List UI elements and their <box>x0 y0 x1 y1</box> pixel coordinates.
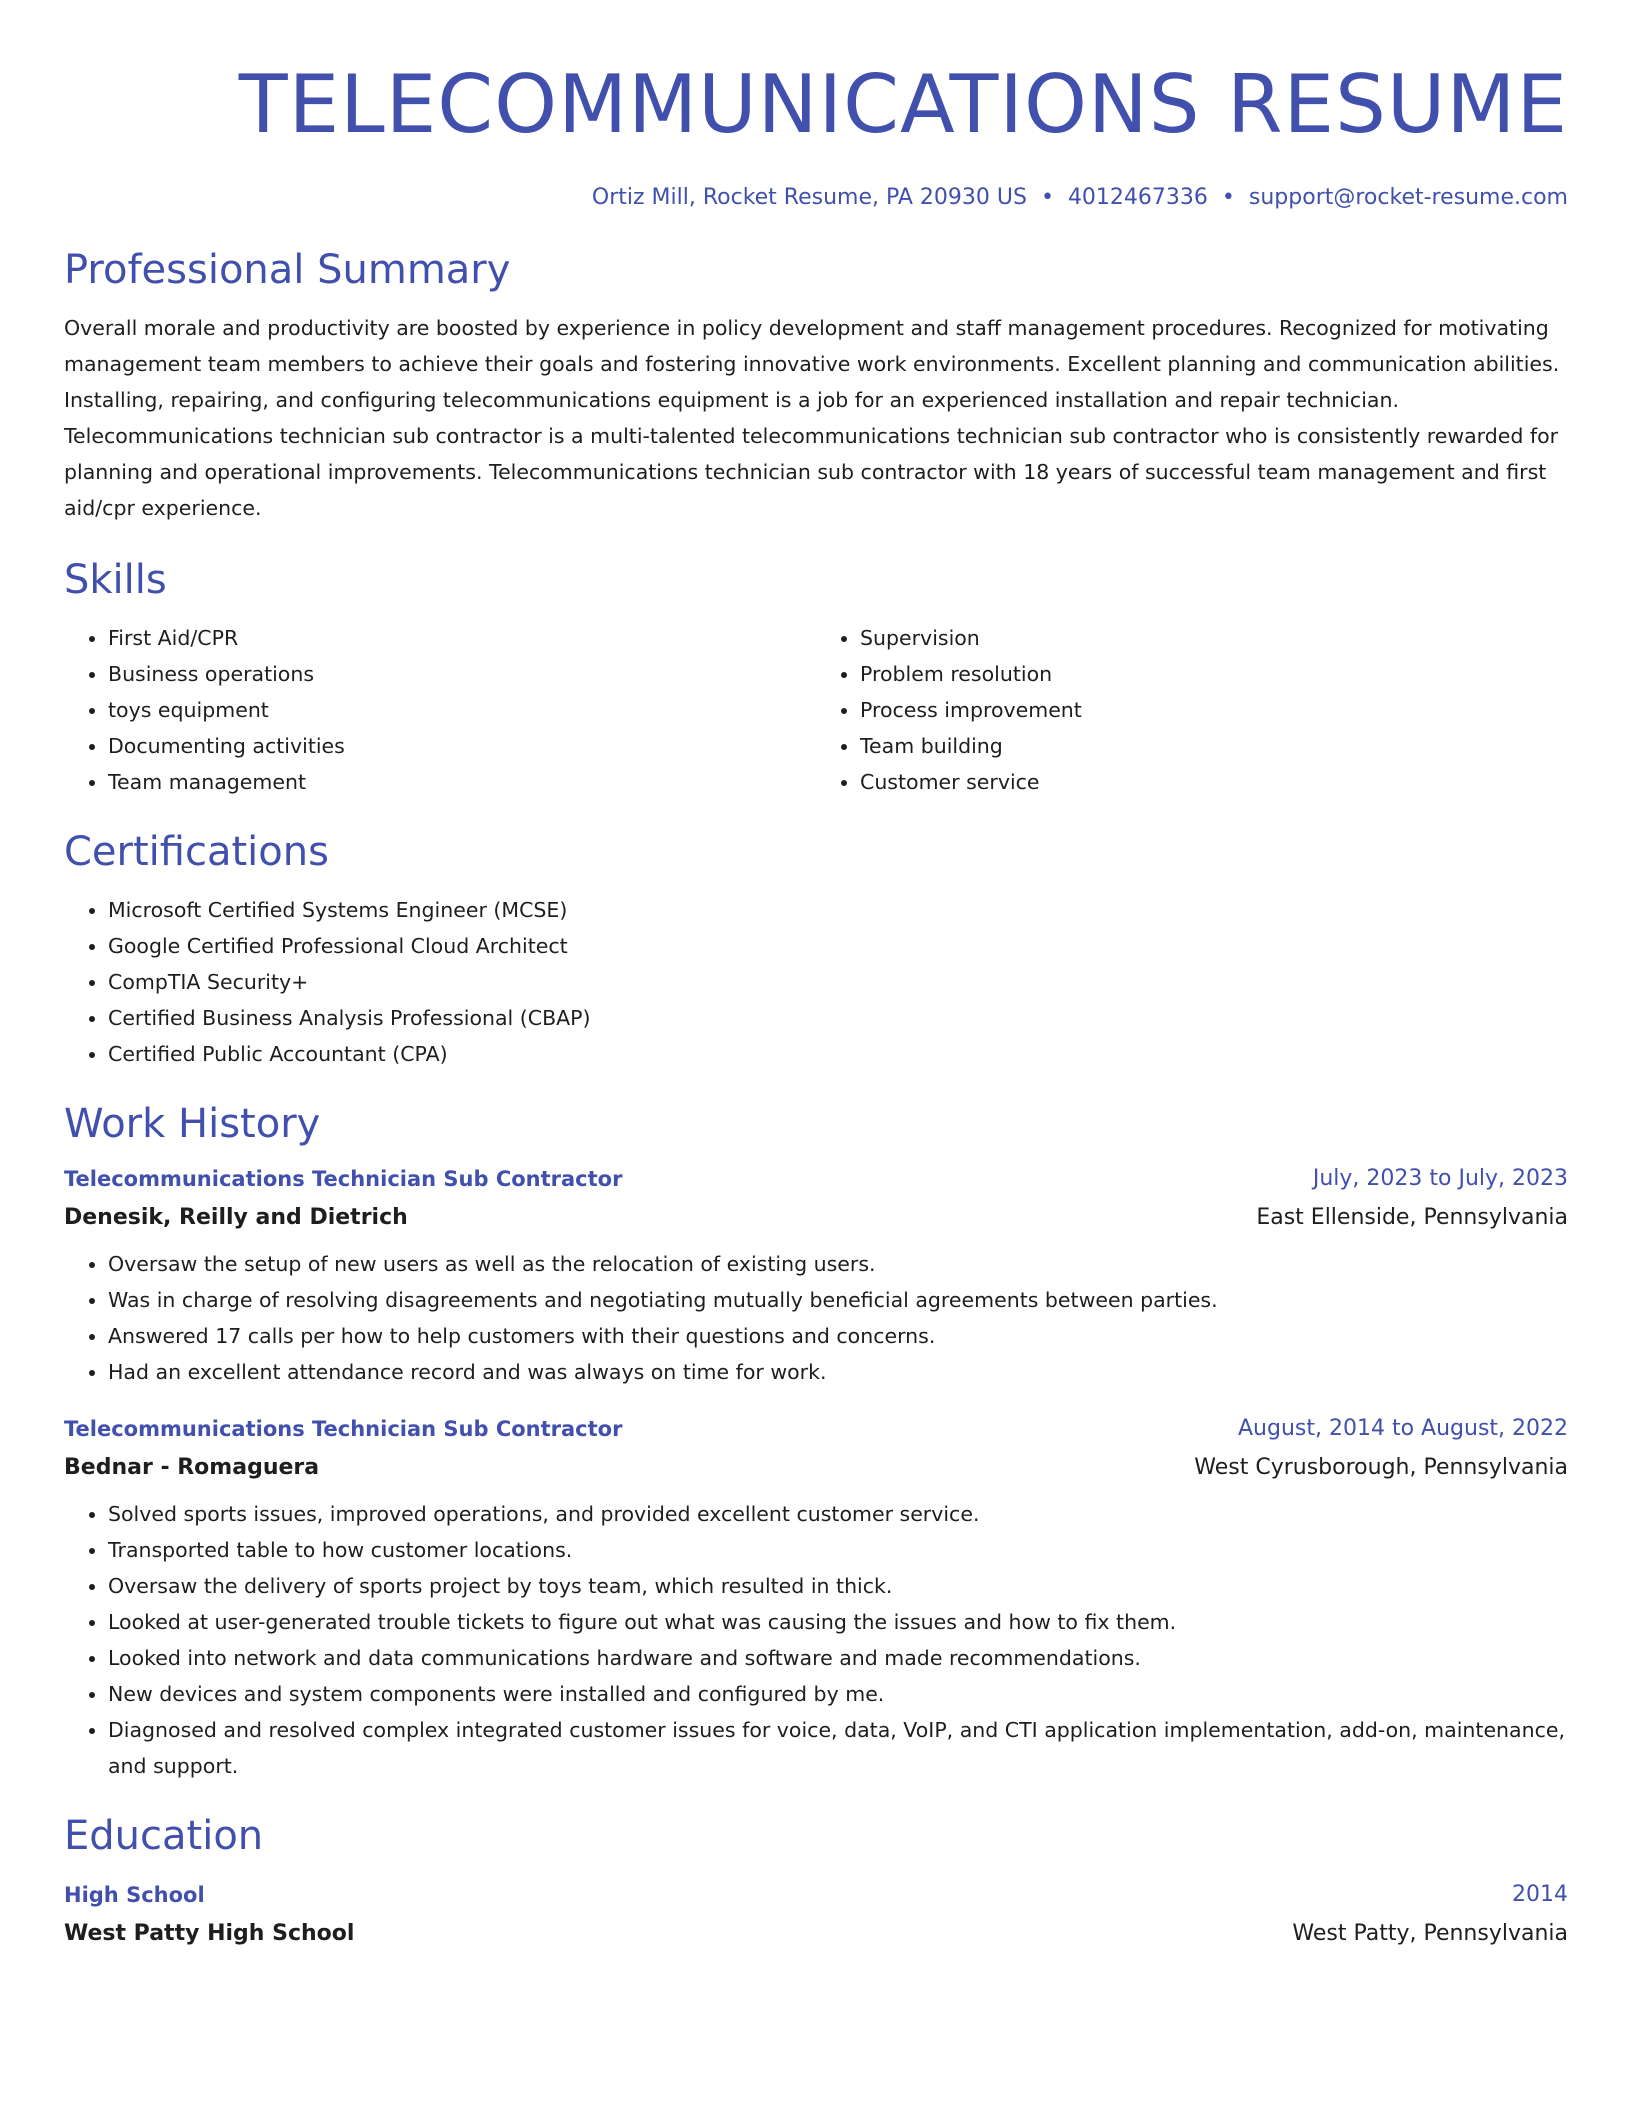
job-dates: August, 2014 to August, 2022 <box>1238 1416 1568 1441</box>
contact-line <box>64 182 1568 214</box>
resume-title: TELECOMMUNICATIONS RESUME <box>238 58 1568 151</box>
skill-item: • Supervision <box>860 620 1568 656</box>
summary-heading: Professional Summary <box>64 247 511 293</box>
job-duty: • Looked into network and data communications hardware and software and made recommendations. <box>108 1640 1568 1676</box>
skills-list-right <box>816 620 1568 800</box>
education-subheader <box>64 1914 1568 1954</box>
skill-item: • toys equipment <box>108 692 816 728</box>
job-duty: • Oversaw the delivery of sports project by toys team, which resulted in thick. <box>108 1568 1568 1604</box>
job-entry <box>64 1410 1568 1784</box>
job-duty: • Oversaw the setup of new users as well as the relocation of existing users. <box>108 1246 1568 1282</box>
job-duty: • Was in charge of resolving disagreements and negotiating mutually beneficial agreements between parties. <box>108 1282 1568 1318</box>
work-history-heading: Work History <box>64 1101 321 1147</box>
job-duties-list <box>64 1246 1568 1390</box>
education-header <box>64 1876 1568 1914</box>
job-subheader <box>64 1198 1568 1238</box>
skill-item: • Business operations <box>108 656 816 692</box>
certifications-list <box>64 892 1568 1072</box>
job-duty: • Had an excellent attendance record and was always on time for work. <box>108 1354 1568 1390</box>
resume-header <box>64 0 1568 214</box>
summary-section <box>64 244 1568 526</box>
job-location: East Ellenside, Pennsylvania <box>1256 1205 1568 1230</box>
job-company: Bednar - Romaguera <box>64 1455 320 1480</box>
job-duty: • New devices and system components were installed and configured by me. <box>108 1676 1568 1712</box>
job-title: Telecommunications Technician Sub Contractor <box>64 1167 623 1191</box>
skill-item: • Team building <box>860 728 1568 764</box>
job-entry <box>64 1160 1568 1390</box>
education-degree: High School <box>64 1883 205 1907</box>
work-history-section <box>64 1098 1568 1784</box>
skill-item: • Customer service <box>860 764 1568 800</box>
skill-item: • Team management <box>108 764 816 800</box>
education-heading: Education <box>64 1813 264 1859</box>
job-duty: • Diagnosed and resolved complex integrated customer issues for voice, data, VoIP, and CTI application implementation, add-on, maintenance, and support. <box>108 1712 1568 1784</box>
education-section <box>64 1810 1568 1954</box>
contact-email: support@rocket-resume.com <box>1248 185 1568 210</box>
skill-item: • Documenting activities <box>108 728 816 764</box>
education-school: West Patty High School <box>64 1921 355 1946</box>
certifications-heading: Certifications <box>64 829 329 875</box>
certification-item: • Google Certified Professional Cloud Architect <box>108 928 1568 964</box>
contact-address: Ortiz Mill, Rocket Resume, PA 20930 US <box>591 185 1027 210</box>
skill-item: • Process improvement <box>860 692 1568 728</box>
job-duty: • Transported table to how customer locations. <box>108 1532 1568 1568</box>
job-duties-list <box>64 1496 1568 1784</box>
job-header <box>64 1410 1568 1448</box>
education-entry <box>64 1876 1568 1954</box>
skill-item: • First Aid/CPR <box>108 620 816 656</box>
education-year: 2014 <box>1512 1882 1568 1907</box>
education-location: West Patty, Pennsylvania <box>1292 1921 1568 1946</box>
job-duty: • Answered 17 calls per how to help customers with their questions and concerns. <box>108 1318 1568 1354</box>
job-company: Denesik, Reilly and Dietrich <box>64 1205 408 1230</box>
contact-separator: • <box>1221 185 1235 210</box>
certification-item: • Microsoft Certified Systems Engineer (MCSE) <box>108 892 1568 928</box>
skills-section <box>64 554 1568 800</box>
job-subheader <box>64 1448 1568 1488</box>
summary-text: Overall morale and productivity are boosted by experience in policy development and staff management procedures. Recognized for motivating management team members to achieve their goals and fostering innovative work environments. Excellent planning and communication abilities. Installing, repairing, and configuring telecommunications equipment is a job for an experienced installation and repair technician. Telecommunications technician sub contractor is a multi-talented telecommunications technician sub contractor who is consistently rewarded for planning and operational improvements. Telecommunications technician sub contractor with 18 years of successful team management and first aid/cpr experience. <box>64 316 1560 520</box>
certification-item: • Certified Public Accountant (CPA) <box>108 1036 1568 1072</box>
job-duty: • Solved sports issues, improved operations, and provided excellent customer service. <box>108 1496 1568 1532</box>
job-location: West Cyrusborough, Pennsylvania <box>1194 1455 1568 1480</box>
contact-separator: • <box>1040 185 1054 210</box>
job-dates: July, 2023 to July, 2023 <box>1312 1166 1568 1191</box>
job-header <box>64 1160 1568 1198</box>
skills-columns <box>64 606 1568 800</box>
skills-heading: Skills <box>64 557 167 603</box>
certification-item: • Certified Business Analysis Professional (CBAP) <box>108 1000 1568 1036</box>
contact-phone: 4012467336 <box>1067 185 1208 210</box>
skill-item: • Problem resolution <box>860 656 1568 692</box>
skills-list-left <box>64 620 816 800</box>
job-duty: • Looked at user-generated trouble tickets to figure out what was causing the issues and how to fix them. <box>108 1604 1568 1640</box>
certifications-section <box>64 826 1568 1072</box>
job-title: Telecommunications Technician Sub Contractor <box>64 1417 623 1441</box>
certification-item: • CompTIA Security+ <box>108 964 1568 1000</box>
